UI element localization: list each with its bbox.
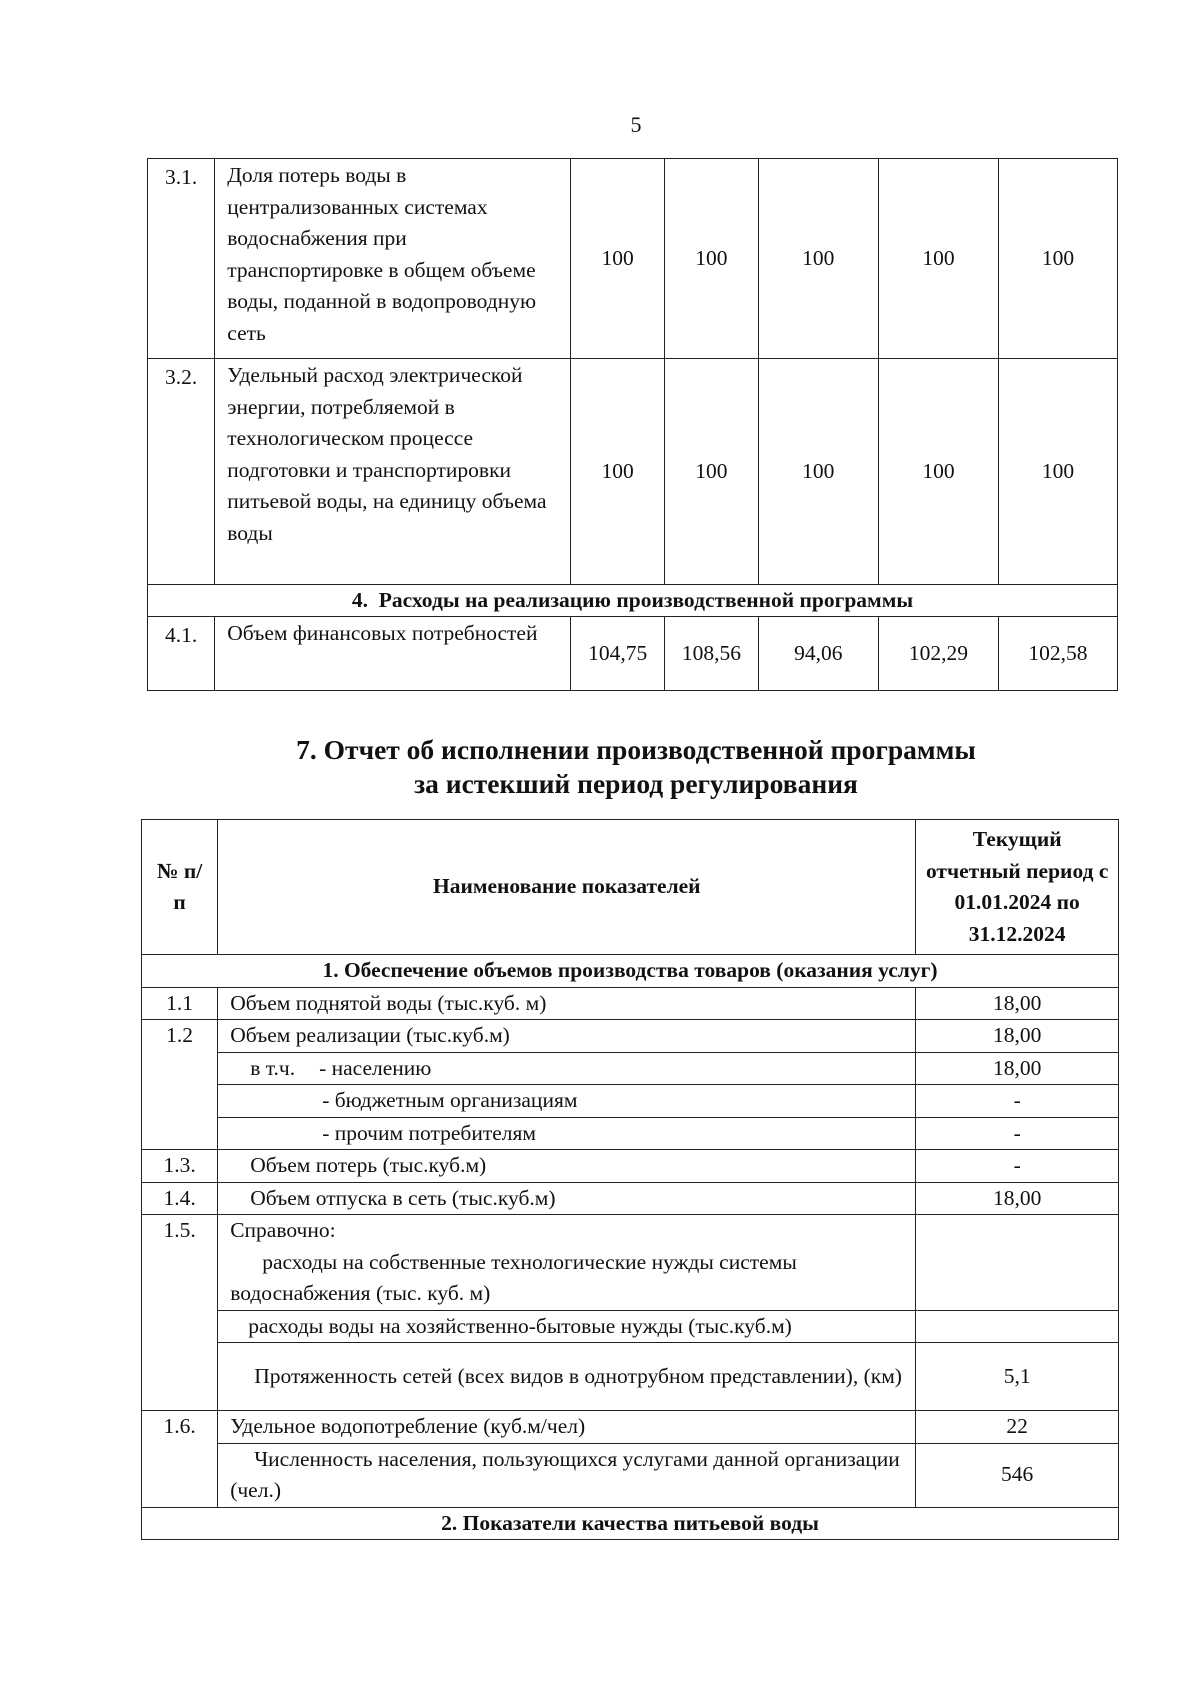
value-cell: 22 [916, 1411, 1119, 1444]
row-number: 1.1 [142, 987, 218, 1020]
table-row [148, 359, 1118, 585]
row-name [218, 1443, 916, 1507]
section-row [148, 585, 1118, 617]
row-name: Объем отпуска в сеть (тыс.куб.м) [218, 1182, 916, 1215]
value-cell: 100 [878, 159, 998, 359]
section-title: 1. Обеспечение объемов производства товаров (оказания услуг) [142, 955, 1119, 988]
value-cell: 18,00 [916, 1020, 1119, 1053]
row-name [218, 1052, 916, 1085]
table-row [142, 1310, 1119, 1343]
value-cell: 108,56 [665, 617, 758, 691]
row-name: Удельный расход электрической энергии, потребляемой в технологическом процессе подготовки и транспортировки питьевой воды, на единицу объема воды [215, 359, 571, 585]
value-cell: 100 [998, 359, 1117, 585]
table-row [142, 1085, 1119, 1118]
value-cell: - [916, 1150, 1119, 1183]
row-subname: Численность населения, пользующихся услугами данной организации (чел.) [230, 1446, 900, 1502]
row-name: Объем потерь (тыс.куб.м) [218, 1150, 916, 1183]
value-cell: 104,75 [571, 617, 665, 691]
row-number: 1.5. [142, 1215, 218, 1411]
section-row [142, 955, 1119, 988]
section-heading-line2: за истекший период регулирования [414, 768, 858, 799]
value-cell: 100 [998, 159, 1117, 359]
value-cell: 100 [665, 159, 758, 359]
value-cell: 18,00 [916, 1052, 1119, 1085]
table-row [148, 617, 1118, 691]
row-prefix: в т.ч. [250, 1055, 296, 1080]
table-row [148, 159, 1118, 359]
row-name: - прочим потребителям [218, 1117, 916, 1150]
value-cell: 94,06 [758, 617, 878, 691]
header-number: № п/п [142, 820, 218, 955]
section-heading-line1: 7. Отчет об исполнении производственной программы [296, 734, 976, 765]
value-cell: 18,00 [916, 987, 1119, 1020]
row-subname: - населению [319, 1055, 432, 1080]
row-name [218, 1343, 916, 1411]
indicators-table-continued [147, 158, 1118, 691]
header-row [142, 820, 1119, 955]
value-cell: 100 [665, 359, 758, 585]
value-cell: 100 [571, 359, 665, 585]
value-cell: 546 [916, 1443, 1119, 1507]
row-number: 1.3. [142, 1150, 218, 1183]
header-period: Текущий отчетный период с 01.01.2024 по 31.12.2024 [916, 820, 1119, 955]
row-name: Удельное водопотребление (куб.м/чел) [218, 1411, 916, 1444]
table-row [142, 987, 1119, 1020]
value-cell: - [916, 1117, 1119, 1150]
table-row [142, 1343, 1119, 1411]
value-cell: 102,58 [998, 617, 1117, 691]
table-row [142, 1411, 1119, 1444]
value-cell [916, 1310, 1119, 1343]
value-cell: 102,29 [878, 617, 998, 691]
value-cell: - [916, 1085, 1119, 1118]
value-cell: 100 [758, 359, 878, 585]
page-number: 5 [630, 112, 642, 137]
row-number: 1.2 [142, 1020, 218, 1150]
row-name [218, 1215, 916, 1311]
section-title: 4. Расходы на реализацию производственной программы [148, 585, 1118, 617]
table-row [142, 1215, 1119, 1311]
row-subname: Протяженность сетей (всех видов в однотрубном представлении), (км) [254, 1363, 902, 1388]
row-name: - бюджетным организациям [218, 1085, 916, 1118]
table-row [142, 1052, 1119, 1085]
table-row [142, 1117, 1119, 1150]
report-table [141, 819, 1119, 1540]
row-number: 3.2. [148, 359, 215, 585]
table-row [142, 1150, 1119, 1183]
row-name: Объем реализации (тыс.куб.м) [218, 1020, 916, 1053]
value-cell: 18,00 [916, 1182, 1119, 1215]
value-cell: 100 [571, 159, 665, 359]
row-number: 1.6. [142, 1411, 218, 1508]
row-subname: расходы на собственные технологические нужды системы водоснабжения (тыс. куб. м) [230, 1249, 797, 1305]
row-name: Доля потерь воды в централизованных системах водоснабжения при транспортировке в общем объеме воды, поданной в водопроводную сеть [215, 159, 571, 359]
header-name: Наименование показателей [218, 820, 916, 955]
row-number: 1.4. [142, 1182, 218, 1215]
table-row [142, 1182, 1119, 1215]
row-number: 3.1. [148, 159, 215, 359]
value-cell [916, 1215, 1119, 1311]
value-cell: 100 [758, 159, 878, 359]
section-title: 2. Показатели качества питьевой воды [142, 1507, 1119, 1540]
table-row [142, 1020, 1119, 1053]
value-cell: 5,1 [916, 1343, 1119, 1411]
row-name: расходы воды на хозяйственно-бытовые нужды (тыс.куб.м) [218, 1310, 916, 1343]
row-number: 4.1. [148, 617, 215, 691]
row-name: Объем финансовых потребностей [215, 617, 571, 691]
section-row [142, 1507, 1119, 1540]
row-name: Объем поднятой воды (тыс.куб. м) [218, 987, 916, 1020]
table-row [142, 1443, 1119, 1507]
row-label: Справочно: [230, 1218, 336, 1242]
value-cell: 100 [878, 359, 998, 585]
